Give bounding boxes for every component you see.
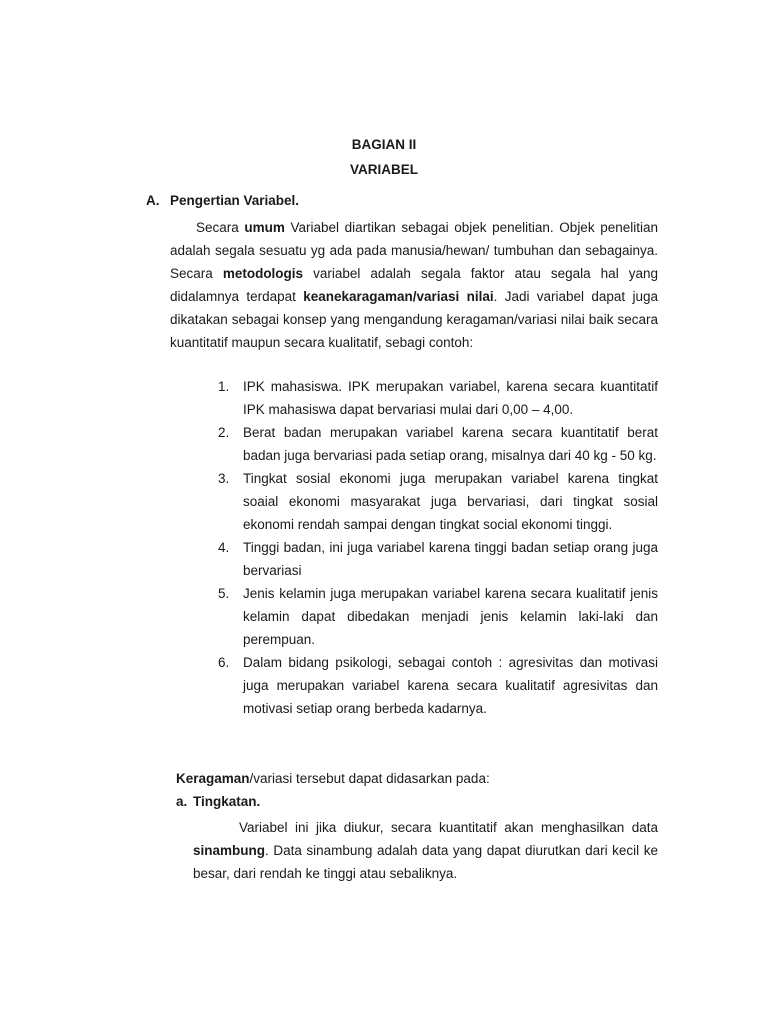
subsection-title: Tingkatan. (193, 794, 261, 809)
list-item (218, 375, 658, 421)
list-item (218, 421, 658, 467)
list-text: Tingkat sosial ekonomi juga merupakan variabel karena tingkat soaial ekonomi masyarakat juga bervariasi, dari tingkat sosial ekonomi rendah sampai dengan tingkat social ekonomi tinggi. (243, 471, 658, 532)
intro-text-1: Secara (196, 220, 245, 235)
intro-bold-keanekaragaman: keanekaragaman/variasi nilai (303, 289, 494, 304)
tingkatan-text-1: Variabel ini jika diukur, secara kuantitatif akan menghasilkan data (239, 820, 658, 835)
list-text: Berat badan merupakan variabel karena secara kuantitatif berat badan juga bervariasi pada setiap orang, misalnya dari 40 kg - 50 kg. (243, 425, 658, 463)
list-item (218, 651, 658, 720)
tingkatan-paragraph (193, 816, 658, 885)
keragaman-bold: Keragaman (176, 771, 250, 786)
chapter-heading: BAGIAN II (351, 137, 417, 152)
section-title: Pengertian Variabel. (170, 193, 300, 208)
intro-text-3: variabel adalah segala faktor atau segala hal yang didalamnya terdapat (170, 266, 658, 304)
list-number: 1. (218, 379, 230, 394)
list-item (218, 536, 658, 582)
subsection-marker: a. (176, 794, 188, 809)
chapter-title: VARIABEL (349, 162, 418, 177)
list-item (218, 467, 658, 536)
list-text: IPK mahasiswa. IPK merupakan variabel, karena secara kuantitatif IPK mahasiswa dapat bervariasi mulai dari 0,00 – 4,00. (243, 379, 658, 417)
intro-bold-umum: umum (244, 220, 285, 235)
keragaman-line (176, 767, 490, 790)
intro-text-2: Variabel diartikan sebagai objek penelitian. Objek penelitian adalah segala sesuatu yg ada pada manusia/hewan/ tumbuhan dan sebagainya. Secara (170, 220, 658, 281)
keragaman-text: /variasi tersebut dapat didasarkan pada: (249, 771, 490, 786)
list-number: 2. (218, 425, 230, 440)
section-marker: A. (146, 193, 160, 208)
list-text: Jenis kelamin juga merupakan variabel karena secara kualitatif jenis kelamin dapat dibedakan menjadi jenis kelamin laki-laki dan perempuan. (243, 586, 658, 647)
list-item (218, 582, 658, 651)
subsection-heading (176, 794, 260, 809)
intro-bold-metodologis: metodologis (222, 266, 304, 281)
intro-text-4: . Jadi variabel dapat juga dikatakan sebagai konsep yang mengandung keragaman/variasi nilai baik secara kuantitatif maupun secara kualitatif, sebagi contoh: (170, 289, 658, 350)
examples-list (218, 375, 658, 720)
list-text: Dalam bidang psikologi, sebagai contoh : agresivitas dan motivasi juga merupakan variabel karena secara kualitatif agresivitas dan motivasi setiap orang berbeda kadarnya. (243, 655, 658, 716)
list-number: 4. (218, 540, 230, 555)
list-number: 5. (218, 586, 230, 601)
section-heading (146, 193, 299, 208)
tingkatan-text-2: . Data sinambung adalah data yang dapat diurutkan dari kecil ke besar, dari rendah ke tinggi atau sebaliknya. (193, 843, 658, 881)
intro-paragraph (170, 216, 658, 354)
list-number: 3. (218, 471, 230, 486)
tingkatan-bold-sinambung: sinambung (193, 843, 266, 858)
list-text: Tinggi badan, ini juga variabel karena tinggi badan setiap orang juga bervariasi (243, 540, 658, 578)
list-number: 6. (218, 655, 230, 670)
